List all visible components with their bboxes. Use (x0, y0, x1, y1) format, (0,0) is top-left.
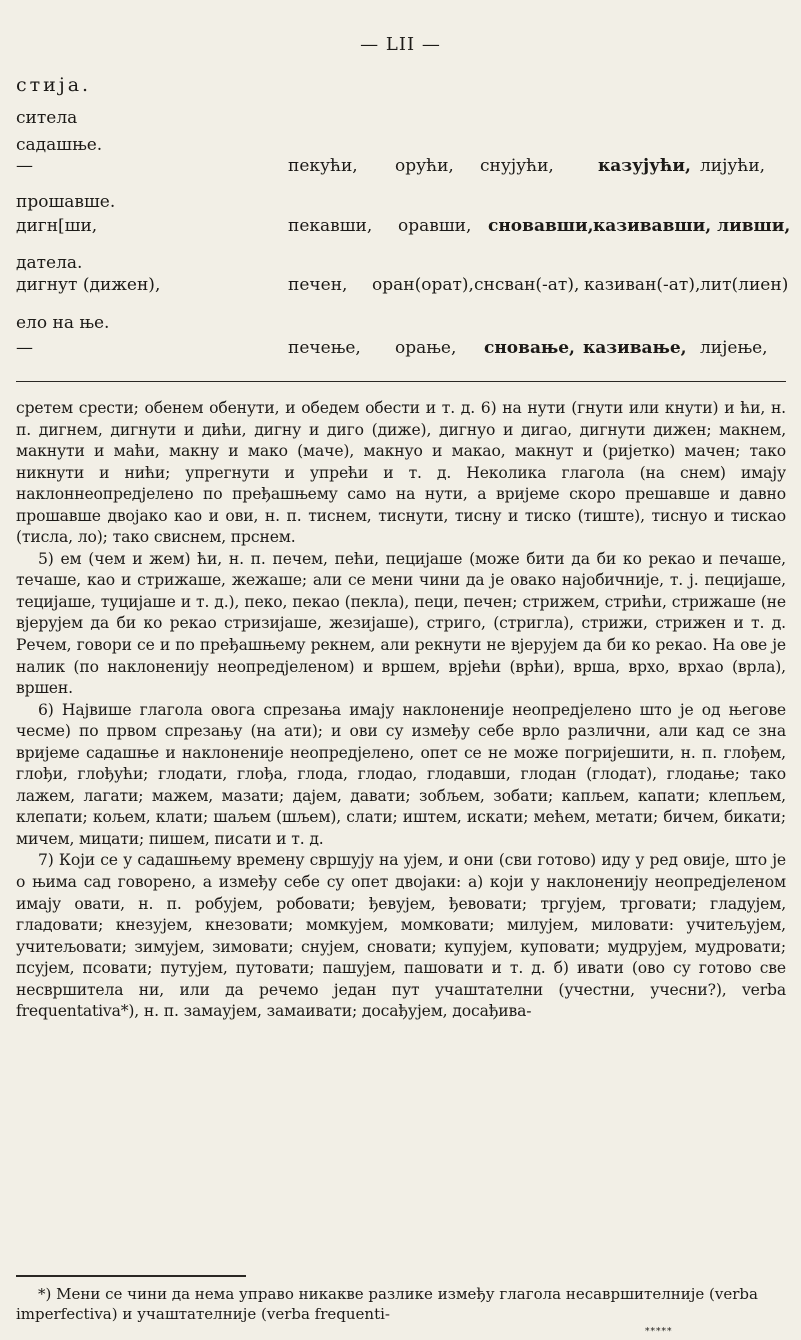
paragraph-1: сретем срести; обенем обенути, и обедем обести и т. д. 6) на нути (гнути или кнути) и ћи, н. п. дигнем, дигнути и дићи, дигну и диго (диже), дигнуо и дигао, дигнути дижен; макнем, макнути и маћи, макну и мако (маче), макнуо и макао, макнут и (ријетко) мачен; тако никнути и нићи; упрегнути и упрећи и т. д. Неколика глагола (на снем) имају наклоннеопредјелено по пређашњему само на нути, а вријеме скоро прешавше и давно прошавше двојако као и ови, н. п. тиснем, тиснути, тисну и тиско (тиште), тиснуо и тискао (тисла, ло); тако свиснем, прснем. (16, 399, 786, 547)
verbal-noun-label: ело на ње. (16, 313, 110, 333)
past-form-3: сновавши, (488, 216, 594, 236)
present-form-4: казујући, (598, 156, 691, 176)
present-label: ситела (16, 108, 78, 128)
footer-mark: ***** (645, 1327, 673, 1337)
passive-form-5: лит(лиен) (700, 275, 789, 295)
past-lead: дигн[ши, (16, 216, 98, 236)
present-form-1: пекући, (288, 156, 358, 176)
verbal-noun-form-2: орање, (395, 338, 457, 358)
past-label: прошавше. (16, 192, 116, 212)
passive-form-1: печен, (288, 275, 348, 295)
past-form-2: оравши, (398, 216, 472, 236)
present-form-2: орући, (395, 156, 454, 176)
verbal-noun-form-1: печење, (288, 338, 361, 358)
passive-label: датела. (16, 253, 83, 273)
present-sub-label: садашње. (16, 135, 103, 155)
passive-lead: дигнут (дижен), (16, 275, 161, 295)
passive-form-3: снсван(-ат), (474, 275, 580, 295)
verbal-noun-form-5: лијење, (700, 338, 768, 358)
main-text (16, 398, 786, 1023)
verbal-noun-form-3: сновање, (484, 338, 575, 358)
passive-form-4: казиван(-ат), (584, 275, 701, 295)
section-title: стија. (16, 74, 92, 96)
footnote: *) Мени се чини да нема управо никакве разлике између глагола несавршителније (verba imperfectiva) и учаштателније (verba frequenti- (16, 1285, 758, 1323)
past-form-4: казивавши, ливши, (593, 216, 791, 236)
present-dash: — (16, 156, 33, 176)
paragraph-2: 5) ем (чем и жем) ћи, н. п. печем, пећи, пецијаше (може бити да би ко рекао и печаше, течаше, као и стрижаше, жежаше; али се мени чини да је овако најобичније, т. ј. пецијаше, тецијаше, туцијаше и т. д.), пеко, пекао (пекла), пеци, печен; стрижем, стрићи, стрижаше (не вјерујем да би ко рекао стризијаше, жезијаше), стриго, (стригла), стрижи, стрижен и т. д. Речем, говори се и по пређашњему рекнем, али рекнути не вјерујем да би ко рекао. На ове је налик (по наклоненију неопредјеленом) и вршем, врјећи (врћи), врша, врхо, врхао (врла), вршен. (16, 549, 786, 698)
table-rule (16, 381, 786, 382)
footnote-rule (16, 1275, 246, 1277)
paragraph-3: 6) Највише глагола овога спрезања имају наклоненије неопредјелено што је од његове чесме) по првом спрезању (на ати); и ови су између себе врло различни, али кад се зна вријеме садашње и наклоненије неопредјелено, опет се не може погријешити, н. п. глођем, глођи, глођући; глодати, глођа, глода, глодао, глодавши, глодан (глодат), глодање; тако лажем, лагати; мажем, мазати; дајем, давати; зобљем, зобати; капљем, капати; клепљем, клепати; кољем, клати; шаљем (шљем), слати; иштем, искати; мећем, метати; бичем, бикати; мичем, мицати; пишем, писати и т. д. (16, 700, 786, 848)
page-number: — LII — (360, 34, 441, 55)
verbal-noun-form-4: казивање, (583, 338, 687, 358)
past-form-1: пекавши, (288, 216, 373, 236)
present-form-3: снујући, (480, 156, 554, 176)
passive-form-2: оран(орат), (372, 275, 474, 295)
verbal-noun-dash: — (16, 338, 33, 358)
paragraph-4: 7) Који се у садашњему времену свршују на ујем, и они (сви готово) иду у ред овије, што је о њима сад говорено, а између себе су опет двојаки: а) који у наклоненију неопредјеленом имају овати, н. п. робујем, робовати; ђевујем, ђевовати; тргујем, трговати; гладујем, гладовати; кнезујем, кнезовати; момкујем, момковати; милујем, миловати: учитељујем, учитељовати; зимујем, зимовати; снујем, сновати; купујем, куповати; мудрујем, мудровати; псујем, псовати; путујем, путовати; пашујем, пашовати и т. д. б) ивати (ово су готово све несвршитела ни, или да речемо један пут учаштателни (учестни, учесни?), verba frequentativa*), н. п. замаујем, замаивати; досађујем, досађива- (16, 851, 786, 1021)
present-form-5: лијући, (700, 156, 766, 176)
